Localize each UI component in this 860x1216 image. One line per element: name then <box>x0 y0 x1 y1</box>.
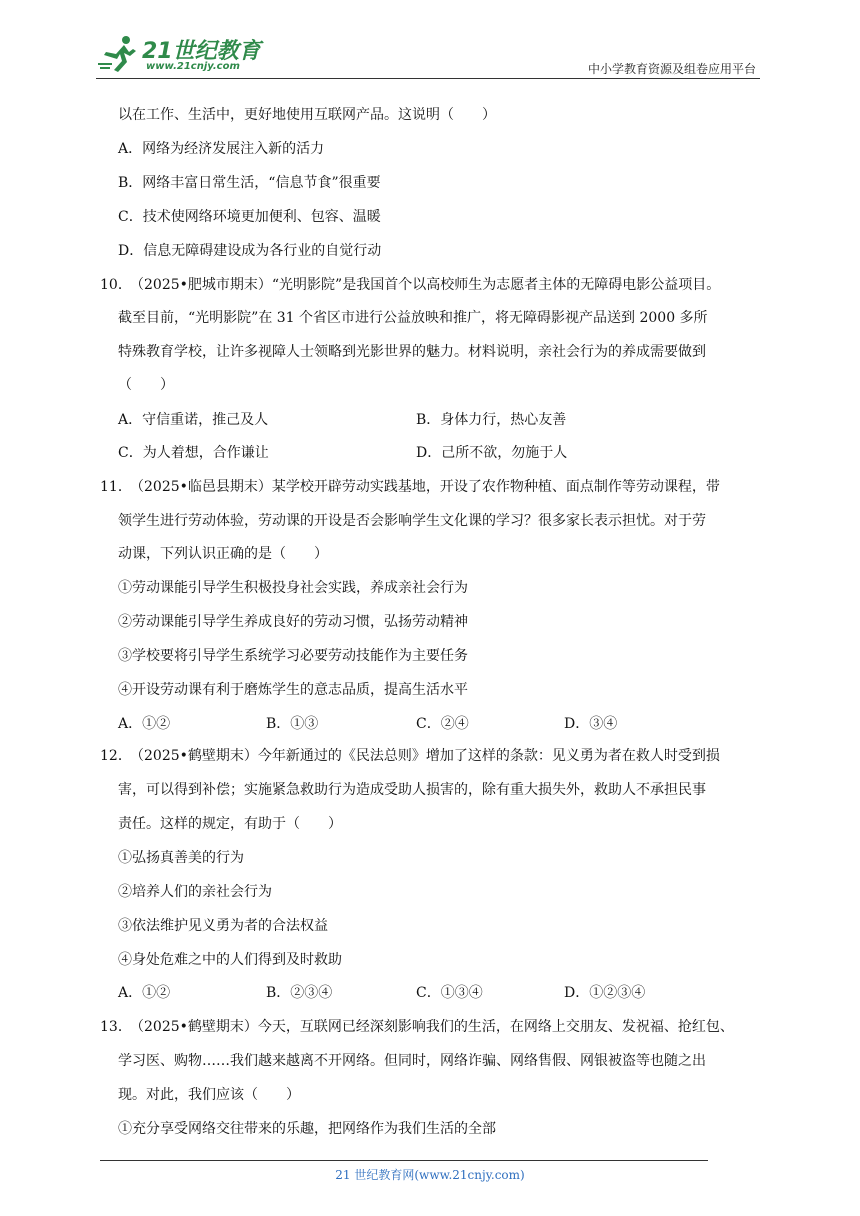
q10-option-a[interactable]: A．守信重诺，推己及人 <box>118 412 269 428</box>
q11-option-b[interactable]: B．①③ <box>266 716 319 732</box>
running-figure-icon <box>96 34 140 74</box>
q11-statement-1: ①劳动课能引导学生积极投身社会实践，养成亲社会行为 <box>118 580 468 596</box>
q11-option-c[interactable]: C．②④ <box>416 716 469 732</box>
question-13-stem-line: （2025•鹤壁期末）今天，互联网已经深刻影响我们的生活，在网络上交朋友、发祝福、抢红包、 <box>130 1019 734 1035</box>
question-11-stem-line: 动课，下列认识正确的是（ ） <box>118 546 328 562</box>
question-13-stem-line: 学习医、购物……我们越来越离不开网络。但同时，网络诈骗、网络售假、网银被盗等也随之出 <box>118 1053 706 1069</box>
q9-option-b[interactable]: B．网络丰富日常生活，“信息节食”很重要 <box>118 175 381 191</box>
q11-statement-4: ④开设劳动课有利于磨炼学生的意志品质，提高生活水平 <box>118 682 468 698</box>
q10-option-c[interactable]: C．为人着想，合作谦让 <box>118 445 269 461</box>
header-divider <box>96 78 760 79</box>
question-12-stem-line: 责任。这样的规定，有助于（ ） <box>118 816 342 832</box>
q13-statement-1: ①充分享受网络交往带来的乐趣，把网络作为我们生活的全部 <box>118 1121 496 1137</box>
footer-link[interactable]: 21 世纪教育网(www.21cnjy.com) <box>335 1168 525 1182</box>
question-13-number: 13． <box>100 1019 132 1035</box>
question-12-stem-line: （2025•鹤壁期末）今年新通过的《民法总则》增加了这样的条款：见义勇为者在救人时受到损 <box>130 748 720 764</box>
site-logo[interactable] <box>96 32 266 78</box>
platform-name: 中小学教育资源及组卷应用平台 <box>587 62 756 76</box>
q11-statement-3: ③学校要将引导学生系统学习必要劳动技能作为主要任务 <box>118 648 468 664</box>
question-11-stem-line: （2025•临邑县期末）某学校开辟劳动实践基地，开设了农作物种植、面点制作等劳动课程，带 <box>130 479 720 495</box>
q12-option-a[interactable]: A．①② <box>118 985 171 1001</box>
q12-option-b[interactable]: B．②③④ <box>266 985 333 1001</box>
question-10-stem-line: （2025•肥城市期末）“光明影院”是我国首个以高校师生为志愿者主体的无障碍电影公益项目。 <box>130 277 721 293</box>
q11-option-a[interactable]: A．①② <box>118 716 171 732</box>
q9-option-a[interactable]: A．网络为经济发展注入新的活力 <box>118 141 325 157</box>
q10-option-d[interactable]: D．己所不欲，勿施于人 <box>416 445 568 461</box>
q9-option-c[interactable]: C．技术使网络环境更加便利、包容、温暖 <box>118 209 381 225</box>
question-10-stem-line: 特殊教育学校，让许多视障人士领略到光影世界的魅力。材料说明，亲社会行为的养成需要做到 <box>118 344 706 360</box>
question-11-stem-line: 领学生进行劳动体验，劳动课的开设是否会影响学生文化课的学习？很多家长表示担忧。对于劳 <box>118 513 706 529</box>
q12-option-c[interactable]: C．①③④ <box>416 985 483 1001</box>
q12-option-d[interactable]: D．①②③④ <box>564 985 646 1001</box>
question-12-number: 12． <box>100 748 132 764</box>
question-10-stem-line: 截至目前，“光明影院”在 31 个省区市进行公益放映和推广，将无障碍影视产品送到 2000 多所 <box>118 310 708 326</box>
page-header <box>96 32 760 80</box>
question-11-number: 11． <box>100 479 132 495</box>
logo-url: www.21cnjy.com <box>146 61 240 72</box>
q11-option-d[interactable]: D．③④ <box>564 716 618 732</box>
logo-text: 21世纪教育 <box>142 39 261 64</box>
q12-statement-4: ④身处危难之中的人们得到及时救助 <box>118 952 342 968</box>
question-12-stem-line: 害，可以得到补偿；实施紧急救助行为造成受助人损害的，除有重大损失外，救助人不承担民事 <box>118 782 706 798</box>
question-10-stem-line: （ ） <box>118 377 174 393</box>
q12-statement-2: ②培养人们的亲社会行为 <box>118 884 272 900</box>
q12-statement-3: ③依法维护见义勇为者的合法权益 <box>118 918 328 934</box>
q9-option-d[interactable]: D．信息无障碍建设成为各行业的自觉行动 <box>118 243 382 259</box>
q10-option-b[interactable]: B．身体力行，热心友善 <box>416 412 567 428</box>
question-13-stem-line: 现。对此，我们应该（ ） <box>118 1087 300 1103</box>
question-9-stem-end: 以在工作、生活中，更好地使用互联网产品。这说明（ ） <box>118 107 496 123</box>
q11-statement-2: ②劳动课能引导学生养成良好的劳动习惯，弘扬劳动精神 <box>118 614 468 630</box>
q12-statement-1: ①弘扬真善美的行为 <box>118 850 244 866</box>
footer-divider <box>100 1160 708 1161</box>
question-10-number: 10． <box>100 277 132 293</box>
